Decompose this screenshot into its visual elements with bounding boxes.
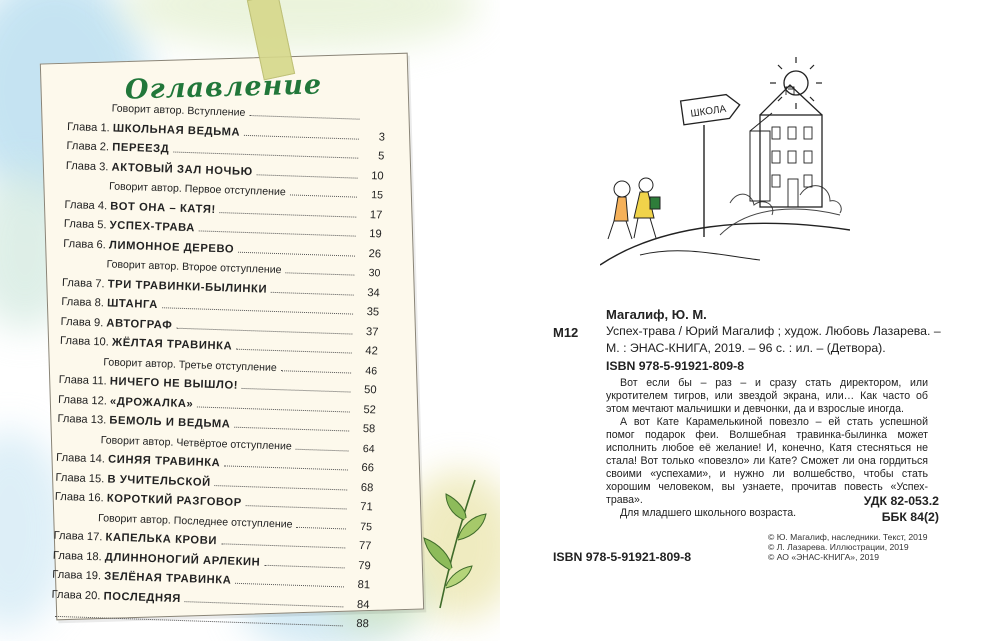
annotation-paragraph: Вот если бы – раз – и сразу стать директором, или укротителем тигров, или звездой экрана, или… Как часто об этом мечтают мальчишки и девчонки, да и взрослые иногда. [606, 377, 928, 415]
toc-entry-page: 15 [371, 189, 384, 202]
table-of-contents [51, 100, 386, 637]
dot-leader [257, 165, 358, 178]
toc-entry-number: Глава 1. [66, 120, 110, 134]
toc-entry-label [66, 140, 169, 155]
toc-entry-title: ДЛИННОНОГИЙ АРЛЕКИН [104, 550, 261, 569]
toc-entry-title: В УЧИТЕЛЬСКОЙ [107, 473, 212, 489]
toc-entry-number: Глава 3. [65, 159, 109, 173]
toc-entry-page: 19 [369, 228, 382, 241]
toc-entry-number: Глава 12. [57, 393, 108, 407]
toc-entry-number: Глава 14. [55, 451, 106, 466]
toc-entry-page: 42 [365, 345, 379, 358]
copyright-block [768, 532, 928, 562]
bibliographic-line-1: Успех-трава / Юрий Магалиф ; худож. Любовь Лазарева. – [606, 324, 941, 338]
toc-entry-number: Глава 10. [59, 334, 110, 349]
isbn-bottom: ISBN 978-5-91921-809-8 [553, 550, 692, 564]
toc-entry-title: ВОТ ОНА – КАТЯ! [110, 199, 216, 216]
toc-entry-number: Глава 19. [52, 568, 102, 583]
annotation-paragraph: А вот Кате Карамелькиной повезло – ей стать успешной помог подарок феи. Волшебная травинка-былинка может исполнить любое её желание! И, конечно, Катя стесняться не стала! Вот только «повезло» ли Кате? Сможет ли она гордиться своими «успехами», и нужно ли волшебство, чтобы стать хорошим человеком, вы узнаете, прочитав повесть «Успех-трава». [606, 416, 928, 506]
udk-code: УДК 82-053.2 [863, 494, 939, 508]
toc-entry-label [53, 530, 217, 547]
toc-entry-label [51, 588, 181, 604]
toc-entry-page [364, 120, 386, 121]
toc-entry-page: 30 [368, 267, 381, 280]
toc-entry-page: 34 [367, 286, 380, 299]
toc-entry-number: Глава 18. [52, 549, 102, 563]
isbn: ISBN 978-5-91921-809-8 [606, 359, 745, 373]
copyright-line: © Ю. Магалиф, наследники. Текст, 2019 [768, 532, 928, 542]
toc-entry-title: АКТОВЫЙ ЗАЛ НОЧЬЮ [111, 160, 253, 178]
toc-entry-number: Глава 15. [55, 471, 105, 485]
grass-sprig-icon [420, 460, 490, 610]
toc-entry-title: КАПЕЛЬКА КРОВИ [105, 531, 218, 548]
catalog-code: М12 [553, 325, 579, 340]
toc-entry-number: Говорит автор. Второе отступление [106, 258, 282, 277]
toc-entry-title: БЕМОЛЬ И ВЕДЬМА [109, 414, 231, 431]
author-heading: Магалиф, Ю. М. [606, 307, 707, 322]
toc-entry-number: Глава 9. [60, 315, 104, 329]
toc-entry-label [55, 471, 211, 488]
toc-entry-title: ПЕРЕЕЗД [112, 141, 170, 156]
toc-entry-page: 68 [360, 481, 374, 494]
toc-entry-title: УСПЕХ-ТРАВА [109, 219, 196, 235]
toc-entry-number: Глава 4. [64, 198, 108, 212]
toc-entry-number: Глава 13. [57, 412, 107, 427]
toc-entry-number: Говорит автор. Последнее отступление [97, 511, 293, 531]
toc-entry-number: Говорит автор. Первое отступление [108, 180, 286, 199]
toc-entry-title: СИНЯЯ ТРАВИНКА [107, 453, 221, 470]
school-illustration [600, 55, 850, 280]
toc-entry-page: 77 [358, 539, 372, 553]
toc-entry-title: «ДРОЖАЛКА» [109, 395, 194, 410]
toc-entry-page: 64 [362, 442, 375, 455]
dot-leader [281, 361, 352, 373]
toc-entry-label [64, 218, 195, 234]
dot-leader [271, 282, 354, 295]
sign-label: ШКОЛА [689, 103, 727, 120]
toc-entry-title: АВТОГРАФ [106, 316, 173, 332]
toc-entry-label [58, 393, 194, 409]
toc-entry-title: ЖЁЛТАЯ ТРАВИНКА [111, 336, 233, 353]
toc-entry-page: 52 [363, 403, 377, 416]
age-note: Для младшего школьного возраста. [620, 507, 797, 519]
toc-entry-title: ЛИМОННОЕ ДЕРЕВО [108, 238, 235, 256]
toc-entry-page: 10 [371, 169, 384, 183]
toc-entry-number: Глава 7. [61, 276, 105, 290]
toc-entry-title: ШТАНГА [106, 297, 159, 312]
toc-entry-title: ШКОЛЬНАЯ ВЕДЬМА [112, 122, 241, 139]
toc-entry-page: 46 [365, 364, 378, 377]
dot-leader [285, 263, 354, 275]
dot-leader [246, 496, 347, 509]
toc-entry-number: Говорит автор. Вступление [111, 102, 246, 119]
copyright-line: © АО «ЭНАС-КНИГА», 2019 [768, 552, 879, 562]
toc-entry-page: 17 [369, 208, 383, 221]
toc-entry-number: Глава 2. [66, 139, 110, 154]
toc-entry-title: ЗЕЛЁНАЯ ТРАВИНКА [104, 570, 232, 587]
toc-entry-page: 37 [365, 325, 379, 338]
toc-entry-number: Глава 11. [58, 373, 107, 388]
toc-entry-page: 50 [363, 383, 377, 397]
toc-entry-title: НИЧЕГО НЕ ВЫШЛО! [109, 375, 239, 392]
copyright-line: © Л. Лазарева. Иллюстрации, 2019 [768, 542, 909, 552]
bibliographic-line-2: М. : ЭНАС-КНИГА, 2019. – 96 с. : ил. – (Детвора). [606, 341, 886, 355]
toc-entry-title: ТРИ ТРАВИНКИ-БЫЛИНКИ [107, 277, 268, 296]
toc-entry-label [60, 315, 172, 331]
toc-entry-number: Глава 20. [51, 588, 101, 602]
toc-entry-page: 79 [358, 559, 371, 572]
toc-entry-number: Говорит автор. Четвёртое отступление [100, 433, 292, 453]
toc-entry-page: 75 [360, 520, 373, 533]
toc-entry-title: ПОСЛЕДНЯЯ [103, 589, 182, 605]
toc-entry-page: 88 [356, 617, 369, 631]
toc-entry-title: КОРОТКИЙ РАЗГОВОР [106, 492, 242, 509]
toc-entry-page: 35 [366, 306, 380, 319]
dot-leader [296, 439, 349, 451]
toc-entry-page: 26 [368, 247, 382, 260]
toc-entry-page: 5 [377, 150, 385, 163]
toc-entry-number: Говорит автор. Третье отступление [103, 355, 278, 374]
toc-entry-page: 66 [361, 461, 375, 475]
toc-entry-number: Глава 8. [61, 295, 105, 310]
dot-leader [290, 185, 358, 197]
toc-entry-page: 84 [356, 598, 370, 611]
dot-leader [264, 555, 345, 568]
toc-entry-page: 3 [378, 130, 386, 144]
bbk-code: ББК 84(2) [881, 510, 939, 524]
toc-entry-label [112, 102, 246, 118]
dot-leader [296, 517, 346, 529]
toc-entry-number: Глава 16. [54, 490, 104, 505]
toc-entry-number: Глава 17. [53, 529, 103, 544]
toc-entry-number: Глава 6. [63, 237, 107, 251]
toc-entry-page: 58 [362, 422, 376, 436]
toc-entry-label [64, 198, 216, 215]
toc-entry-label [61, 296, 158, 311]
toc-title: Оглавление [124, 69, 323, 106]
toc-entry-page: 71 [360, 500, 373, 514]
toc-entry-page: 81 [357, 578, 371, 592]
toc-entry-number: Глава 5. [63, 217, 107, 232]
